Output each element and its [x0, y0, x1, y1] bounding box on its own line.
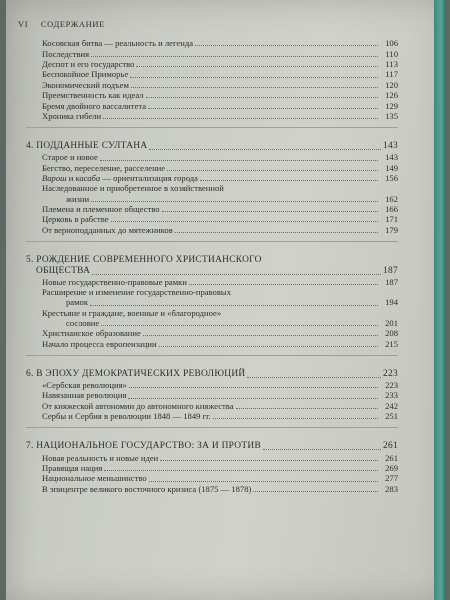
- toc-entry: Церковь в рабстве 171: [42, 214, 398, 225]
- toc-entry: От княжеской автономии до автономного княжества 242: [42, 400, 398, 411]
- section-divider: [26, 427, 398, 428]
- chapter-heading: 5. РОЖДЕНИЕ СОВРЕМЕННОГО ХРИСТИАНСКОГО ОБЩЕСТВА 187: [26, 254, 398, 276]
- toc-entry: Преемственность как идеал 126: [42, 90, 398, 101]
- running-header: [18, 19, 105, 29]
- toc-entry: Старое и новое 143: [42, 152, 398, 163]
- section-divider: [26, 355, 398, 356]
- toc-entry: Племена и племенное общество 166: [42, 203, 398, 214]
- toc-entry: От верноподданных до мятежников 179: [42, 224, 398, 235]
- toc-entry: Начало процесса европеизации 215: [42, 338, 398, 349]
- toc-entry: Бремя двойного вассалитета 129: [42, 100, 398, 111]
- toc-entry: Сербы и Сербия в революции 1848 — 1849 гг. 251: [42, 411, 398, 422]
- running-title: СОДЕРЖАНИЕ: [40, 19, 105, 29]
- book-cover-edge: [434, 0, 446, 600]
- toc-entry: Экономический подъем 120: [42, 79, 398, 90]
- chapter-heading: 7. НАЦИОНАЛЬНОЕ ГОСУДАРСТВО: ЗА И ПРОТИВ 261: [26, 441, 398, 452]
- toc-entry: Крестьяне и граждане, военные и «благородное» сословие 201: [42, 307, 398, 328]
- toc-entry: Косовская битва — реальность и легенда 106: [42, 38, 398, 49]
- toc-section-6: [26, 369, 398, 429]
- toc-entry: Беспокойное Приморье 117: [42, 69, 398, 80]
- page-number: VI: [18, 19, 29, 29]
- toc-entry: «Сербская революция» 223: [42, 380, 398, 391]
- section-divider: [26, 127, 398, 128]
- toc-entry: Национальное меньшинство 277: [42, 473, 398, 484]
- toc-section-7: [26, 441, 398, 494]
- toc-entry: Правящая нация 269: [42, 463, 398, 473]
- chapter-heading: 6. В ЭПОХУ ДЕМОКРАТИЧЕСКИХ РЕВОЛЮЦИЙ 223: [26, 368, 398, 379]
- chapter-heading: 4. ПОДДАННЫЕ СУЛТАНА 143: [26, 141, 398, 152]
- book-page: [6, 0, 446, 600]
- section-divider: [26, 241, 398, 242]
- toc-entry: Хроника гибели 135: [42, 110, 398, 121]
- toc-entry: Навязанная революция 233: [42, 390, 398, 401]
- toc-entry: Деспот и его государство 113: [42, 58, 398, 69]
- toc-entry: Бегство, переселение, расселение 149: [42, 162, 398, 173]
- toc-entry: Христианское образование 208: [42, 328, 398, 339]
- toc-entry: Новая реальность и новые идеи 261: [42, 452, 398, 463]
- toc-entry: В эпицентре великого восточного кризиса (1875 — 1878) 283: [42, 483, 398, 494]
- toc-entry: Новые государственно-правовые рамки 187: [42, 277, 398, 288]
- toc-section-5: [26, 255, 398, 356]
- toc-entry: Варош и касаба — ориентализация города 156: [42, 173, 398, 184]
- toc-entry: Расширение и изменение государственно-правовых рамок 194: [42, 287, 398, 308]
- toc-entry: Наследованное и приобретенное в хозяйственной жизни 162: [42, 183, 398, 204]
- toc-section-3: [26, 38, 398, 128]
- toc-section-4: [26, 141, 398, 242]
- table-of-contents: [26, 38, 398, 494]
- toc-entry: Последствия 110: [42, 48, 398, 59]
